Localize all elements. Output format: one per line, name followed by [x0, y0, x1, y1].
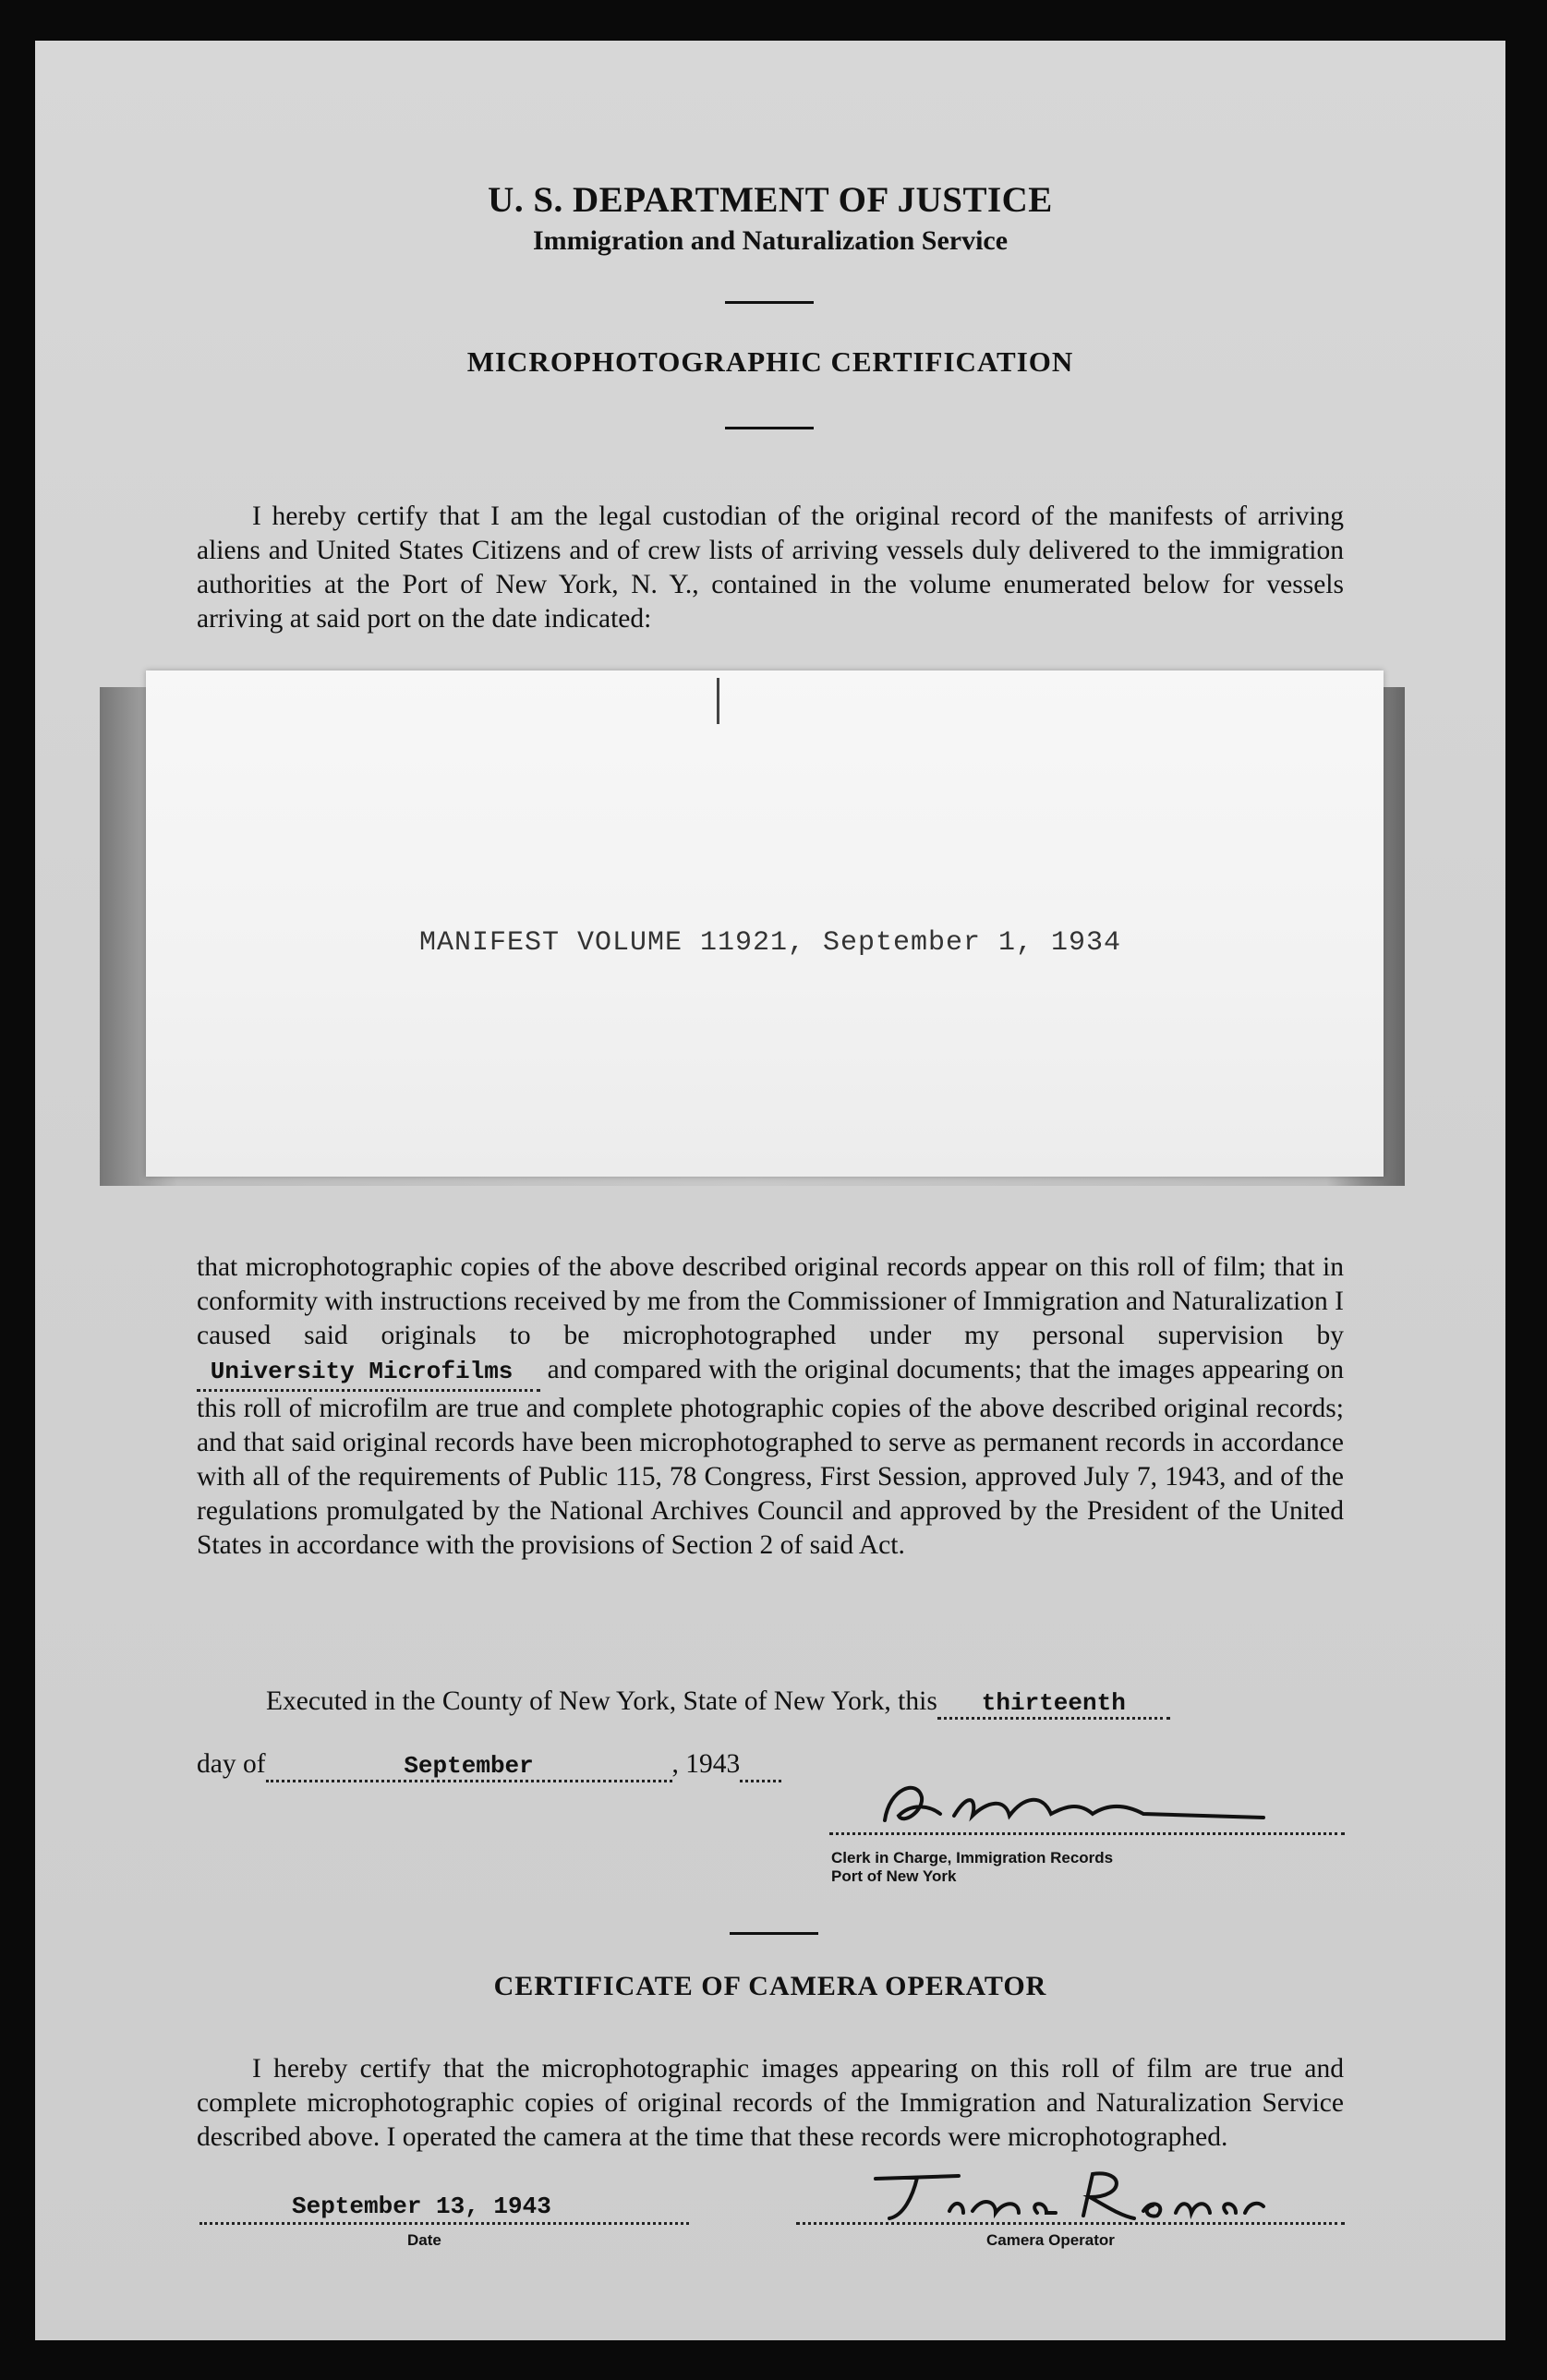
executed-line	[266, 1686, 1170, 1720]
service-subheading: Immigration and Naturalization Service	[532, 225, 1009, 256]
certification-title: MICROPHOTOGRAPHIC CERTIFICATION	[466, 345, 1074, 378]
month-value: September	[404, 1752, 534, 1780]
year-value: , 1943	[671, 1749, 741, 1779]
supervisor-field	[197, 1353, 540, 1392]
agency-heading: U. S. DEPARTMENT OF JUSTICE	[488, 180, 1053, 220]
supervisor-value: University Microfilms	[210, 1357, 514, 1385]
year-dots	[740, 1749, 781, 1782]
month-field	[266, 1749, 672, 1782]
clerk-signature-icon	[866, 1770, 1328, 1843]
date-label: Date	[407, 2231, 441, 2249]
clerk-title: Clerk in Charge, Immigration Records	[831, 1849, 1114, 1867]
camera-operator-title: CERTIFICATE OF CAMERA OPERATOR	[493, 1971, 1047, 2001]
clerk-location: Port of New York	[831, 1867, 957, 1885]
manifest-slip	[146, 671, 1384, 1177]
executed-day-field	[937, 1686, 1170, 1720]
body-part1: that microphotographic copies of the above described original records appear on this roll of film; that in conformity with instructions received by me from the Commissioner of Immigration and Naturalization I caused said originals to be microphotographed under my personal supervision by	[197, 1251, 1344, 1350]
date-line	[199, 2222, 689, 2225]
staple-mark	[717, 678, 719, 724]
day-of-label: day of	[197, 1749, 266, 1779]
day-of-line	[197, 1749, 781, 1782]
camera-operator-paragraph: I hereby certify that the microphotographic images appearing on this roll of film are true and complete microphotographic copies of original records of the Immigration and Naturalization Service described above. I operated the camera at the time that these records were microphotographed.	[197, 2053, 1344, 2152]
intro-paragraph: I hereby certify that I am the legal custodian of the original record of the manifests of arriving aliens and United States Citizens and of crew lists of arriving vessels duly delivered to the immigration authorities at the Port of New York, N. Y., contained in the volume enumerated below for vessels arriving at said port on the date indicated:	[197, 501, 1344, 634]
executed-prefix: Executed in the County of New York, State of New York, this	[266, 1686, 937, 1716]
date-value: September 13, 1943	[292, 2193, 551, 2220]
divider-top	[725, 301, 814, 304]
operator-signature-icon	[848, 2165, 1291, 2229]
divider-third	[730, 1932, 818, 1935]
manifest-volume-text: MANIFEST VOLUME 11921, September 1, 1934	[418, 927, 1122, 959]
certificate-page	[35, 41, 1505, 2340]
body-paragraph	[197, 1250, 1344, 1563]
body-part2: and compared with the original documents; that the images appearing on this roll of microfilm are true and complete photographic copies of the above described original records; and that said original records have been microphotographed to serve as permanent records in accordance with all of the requirements of Public 115, 78 Congress, First Session, approved July 7, 1943, and of the regulations promulgated by the National Archives Council and approved by the President of the United States in accordance with the provisions of Section 2 of said Act.	[197, 1354, 1345, 1560]
operator-label: Camera Operator	[986, 2231, 1115, 2249]
executed-day-value: thirteenth	[981, 1689, 1126, 1717]
divider-second	[725, 427, 814, 429]
